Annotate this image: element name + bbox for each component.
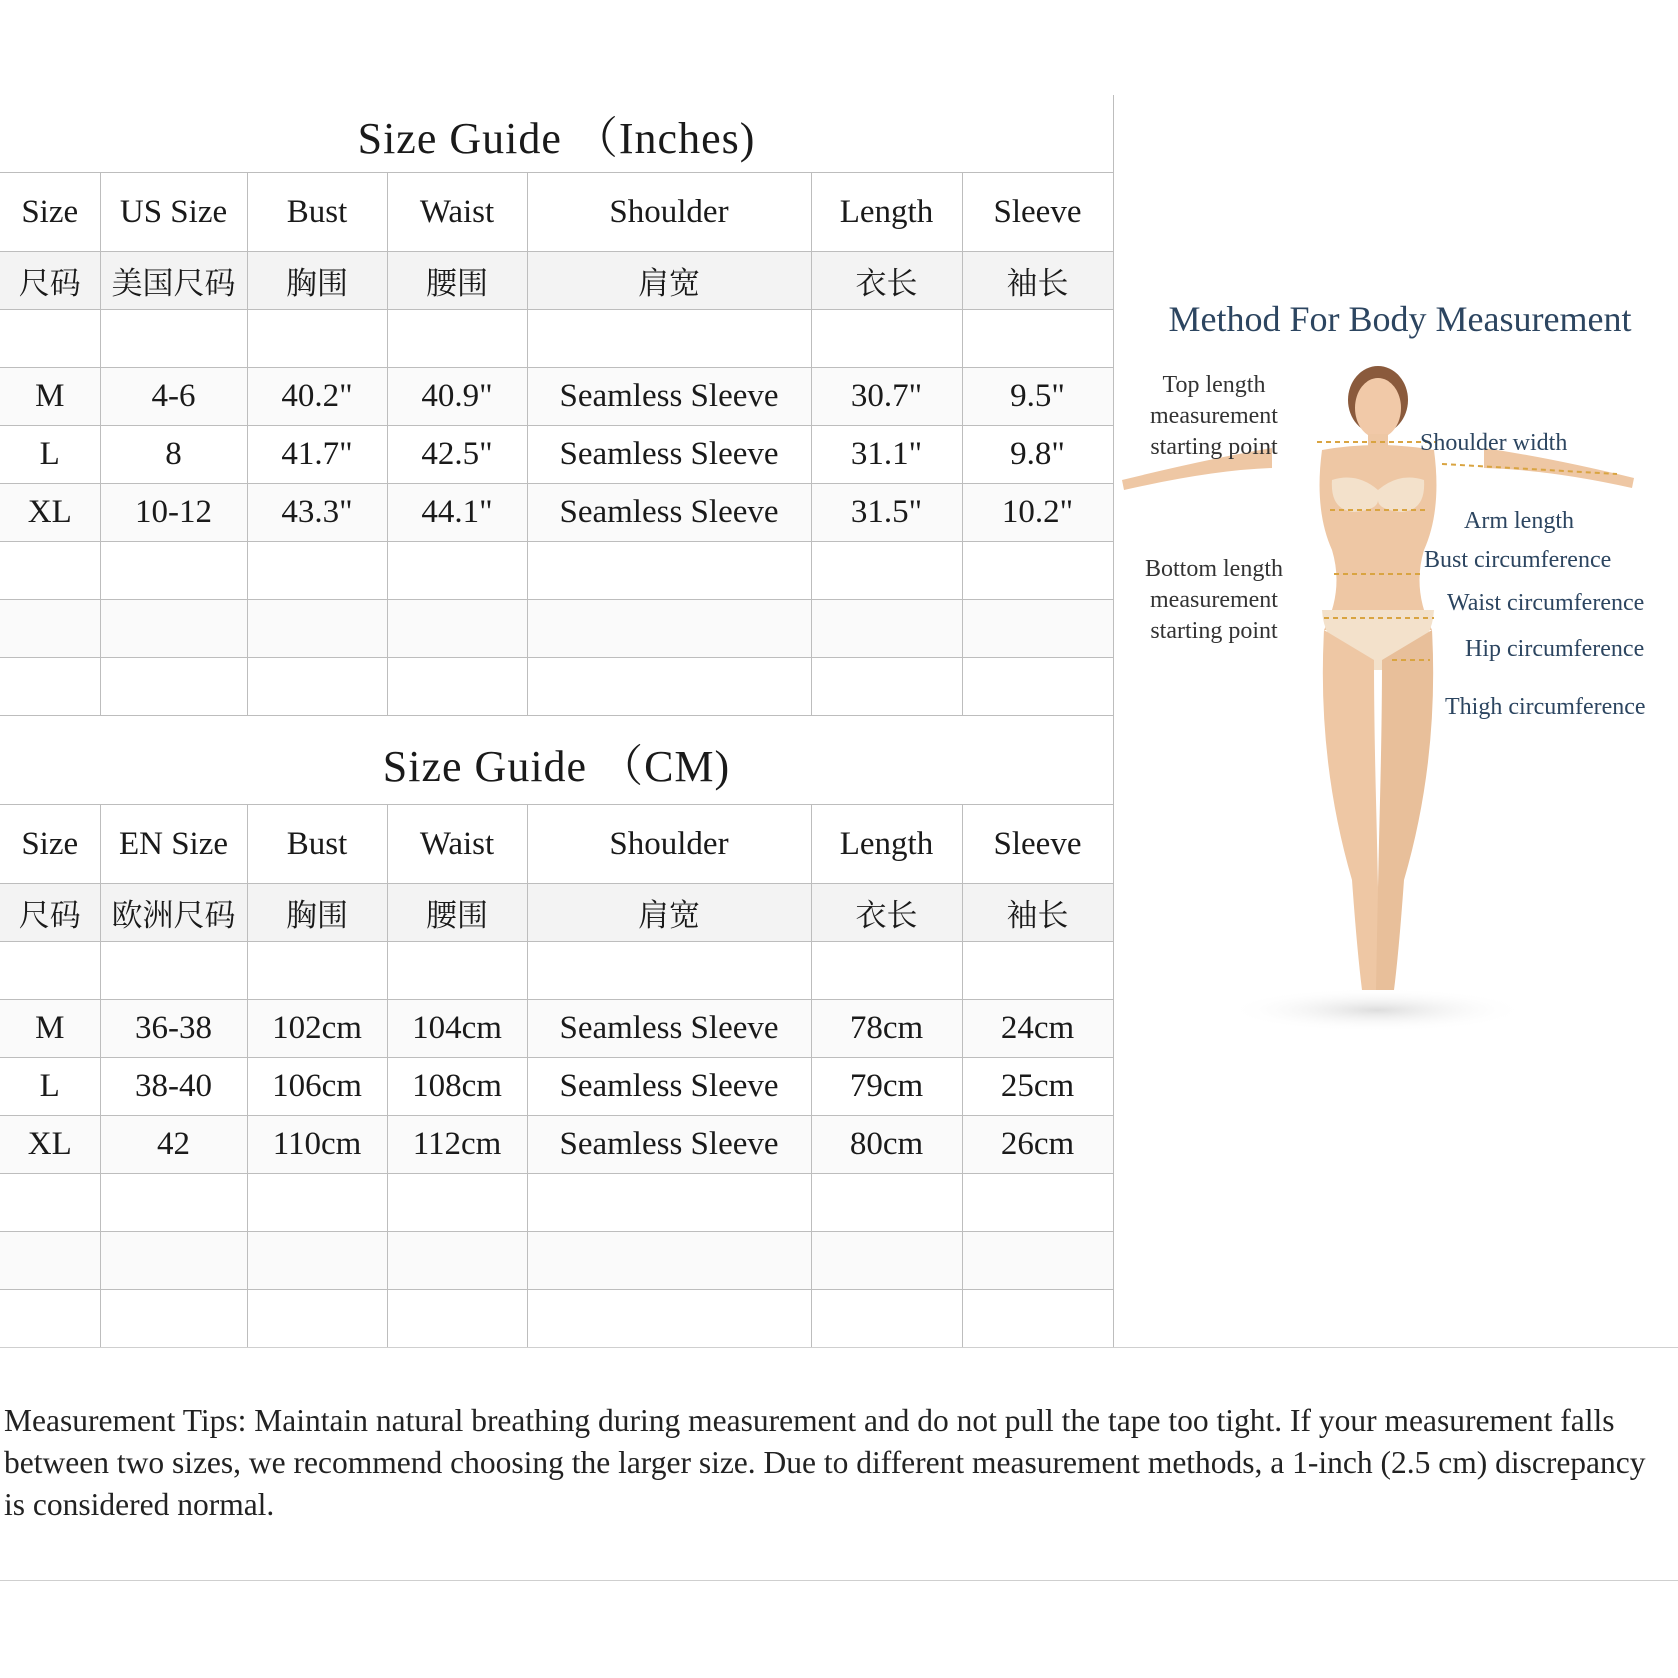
empty-row xyxy=(0,542,1113,600)
header-size: Size xyxy=(0,173,100,252)
empty-row xyxy=(0,1290,1113,1348)
divider xyxy=(0,1347,1678,1348)
header-en-size: EN Size xyxy=(100,805,247,884)
table-header-cn-row xyxy=(0,884,1113,942)
table-cell: 44.1" xyxy=(387,484,527,542)
empty-row xyxy=(0,1174,1113,1232)
table-cell: Seamless Sleeve xyxy=(527,426,811,484)
table-cell: 36-38 xyxy=(100,1000,247,1058)
header-cn-cell: 袖长 xyxy=(962,884,1113,942)
header-cn-cell: 尺码 xyxy=(0,884,100,942)
size-table-inches xyxy=(0,172,1114,716)
table-cell: Seamless Sleeve xyxy=(527,1058,811,1116)
table-cell: 26cm xyxy=(962,1116,1113,1174)
table-cell: Seamless Sleeve xyxy=(527,484,811,542)
header-cn-cell: 胸围 xyxy=(247,252,387,310)
empty-row xyxy=(0,600,1113,658)
table-cell: 31.1" xyxy=(811,426,962,484)
hip-circumference-label: Hip circumference xyxy=(1465,636,1645,662)
header-cn-cell: 腰围 xyxy=(387,252,527,310)
header-cn-cell: 衣长 xyxy=(811,252,962,310)
table-cell: 108cm xyxy=(387,1058,527,1116)
table-row xyxy=(0,484,1113,542)
header-length: Length xyxy=(811,173,962,252)
header-size: Size xyxy=(0,805,100,884)
table-cell: 110cm xyxy=(247,1116,387,1174)
header-length: Length xyxy=(811,805,962,884)
table-cell: 41.7" xyxy=(247,426,387,484)
inches-table-title: Size Guide （Inches) xyxy=(357,114,756,163)
header-waist: Waist xyxy=(387,805,527,884)
table-cell: M xyxy=(0,368,100,426)
table-cell: 102cm xyxy=(247,1000,387,1058)
header-sleeve: Sleeve xyxy=(962,805,1113,884)
table-cell: 43.3" xyxy=(247,484,387,542)
table-cell: 80cm xyxy=(811,1116,962,1174)
header-waist: Waist xyxy=(387,173,527,252)
table-row xyxy=(0,426,1113,484)
table-cell: 106cm xyxy=(247,1058,387,1116)
table-header-row xyxy=(0,805,1113,884)
header-cn-cell: 尺码 xyxy=(0,252,100,310)
header-sleeve: Sleeve xyxy=(962,173,1113,252)
bottom-length-label: Bottom length measurement starting point xyxy=(1145,556,1283,644)
shoulder-width-label: Shoulder width xyxy=(1420,430,1568,456)
empty-row xyxy=(0,1232,1113,1290)
arm-length-label: Arm length xyxy=(1464,508,1574,534)
table-cell: M xyxy=(0,1000,100,1058)
empty-row xyxy=(0,942,1113,1000)
table-cell: L xyxy=(0,426,100,484)
bust-circumference-label: Bust circumference xyxy=(1424,547,1612,573)
table-cell: L xyxy=(0,1058,100,1116)
table-cell: Seamless Sleeve xyxy=(527,1000,811,1058)
header-bust: Bust xyxy=(247,173,387,252)
table-cell: 112cm xyxy=(387,1116,527,1174)
table-cell: 4-6 xyxy=(100,368,247,426)
header-cn-cell: 美国尺码 xyxy=(100,252,247,310)
table-row xyxy=(0,1058,1113,1116)
header-cn-cell: 衣长 xyxy=(811,884,962,942)
table-cell: XL xyxy=(0,1116,100,1174)
table-cell: 104cm xyxy=(387,1000,527,1058)
table-header-cn-row xyxy=(0,252,1113,310)
table-cell: 42 xyxy=(100,1116,247,1174)
method-title: Method For Body Measurement xyxy=(1168,299,1632,339)
waist-circumference-label: Waist circumference xyxy=(1447,590,1645,616)
header-cn-cell: 欧洲尺码 xyxy=(100,884,247,942)
table-row xyxy=(0,1000,1113,1058)
table-cell: 25cm xyxy=(962,1058,1113,1116)
header-shoulder: Shoulder xyxy=(527,173,811,252)
table-cell: 78cm xyxy=(811,1000,962,1058)
table-cell: 9.5" xyxy=(962,368,1113,426)
divider xyxy=(0,1580,1678,1581)
header-us-size: US Size xyxy=(100,173,247,252)
table-cell: 38-40 xyxy=(100,1058,247,1116)
table-cell: 24cm xyxy=(962,1000,1113,1058)
table-cell: 31.5" xyxy=(811,484,962,542)
empty-row xyxy=(0,310,1113,368)
table-cell: 30.7" xyxy=(811,368,962,426)
table-header-row xyxy=(0,173,1113,252)
table-row xyxy=(0,1116,1113,1174)
header-cn-cell: 袖长 xyxy=(962,252,1113,310)
thigh-circumference-label: Thigh circumference xyxy=(1445,694,1646,720)
table-cell: 40.2" xyxy=(247,368,387,426)
table-row xyxy=(0,368,1113,426)
cm-table-title: Size Guide （CM) xyxy=(382,742,731,791)
measurement-tips: Measurement Tips: Maintain natural breathing during measurement and do not pull the tape too tight. If your measurement falls between two sizes, we recommend choosing the larger size. Due to different measurement methods, a 1-inch (2.5 cm) discrepancy is considered normal. xyxy=(4,1403,1646,1522)
header-cn-cell: 肩宽 xyxy=(527,252,811,310)
table-cell: Seamless Sleeve xyxy=(527,368,811,426)
header-shoulder: Shoulder xyxy=(527,805,811,884)
table-cell: 79cm xyxy=(811,1058,962,1116)
header-cn-cell: 腰围 xyxy=(387,884,527,942)
table-cell: 9.8" xyxy=(962,426,1113,484)
table-cell: 10-12 xyxy=(100,484,247,542)
header-bust: Bust xyxy=(247,805,387,884)
table-cell: 40.9" xyxy=(387,368,527,426)
empty-row xyxy=(0,658,1113,716)
table-cell: Seamless Sleeve xyxy=(527,1116,811,1174)
top-length-label: Top length measurement starting point xyxy=(1150,372,1278,460)
table-cell: XL xyxy=(0,484,100,542)
table-cell: 42.5" xyxy=(387,426,527,484)
table-cell: 10.2" xyxy=(962,484,1113,542)
header-cn-cell: 胸围 xyxy=(247,884,387,942)
size-table-cm xyxy=(0,804,1114,1348)
table-cell: 8 xyxy=(100,426,247,484)
header-cn-cell: 肩宽 xyxy=(527,884,811,942)
